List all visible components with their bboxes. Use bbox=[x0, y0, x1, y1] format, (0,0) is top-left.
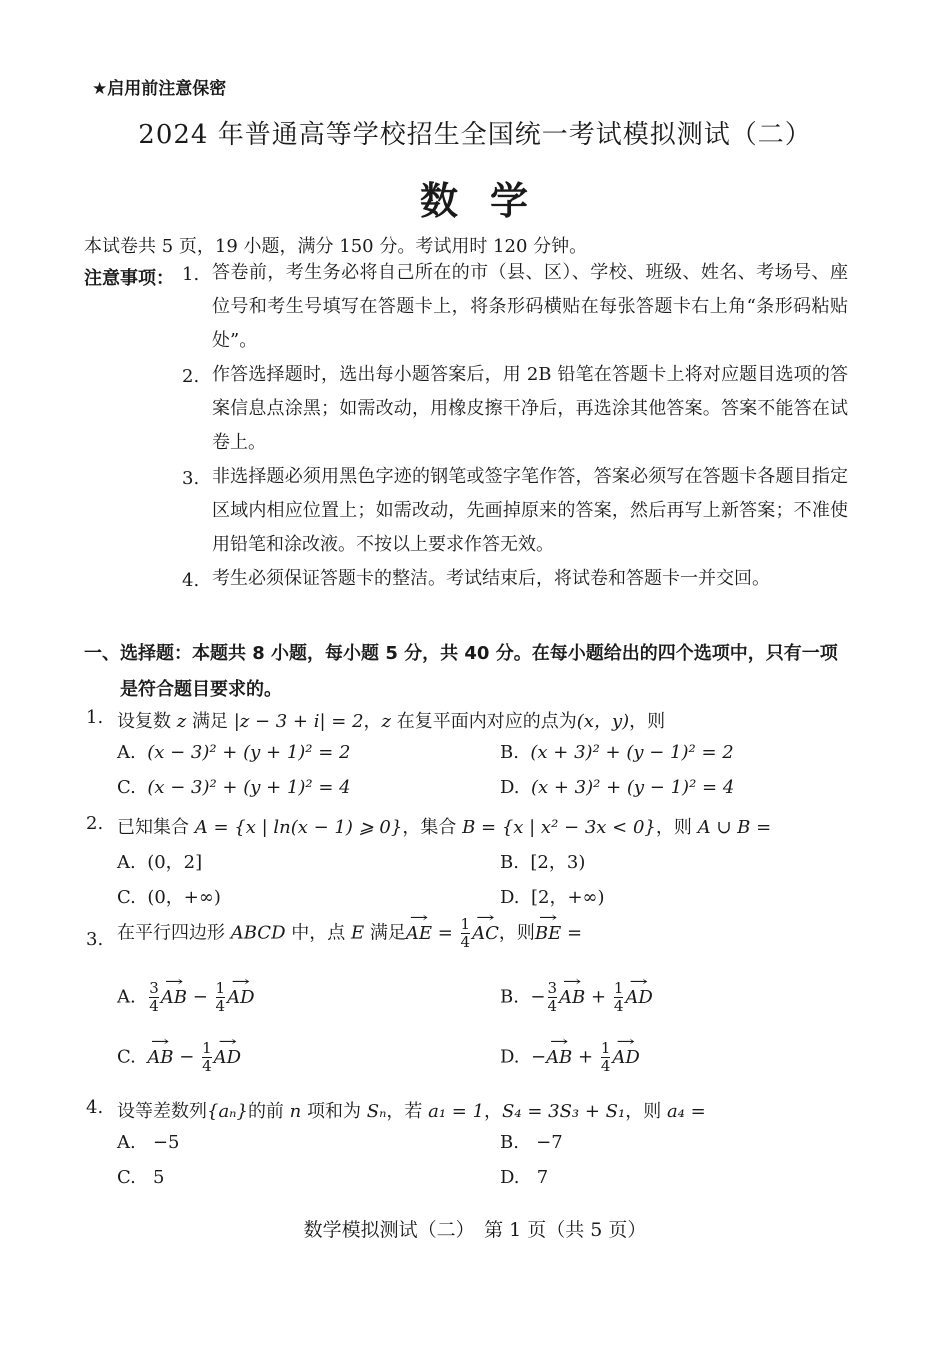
q4-text-2: 的前 bbox=[247, 1101, 284, 1122]
notice-item-2-num: 2. bbox=[182, 366, 200, 387]
option-label: A. bbox=[117, 986, 136, 1008]
q1-text-1: 设复数 bbox=[117, 711, 171, 732]
plus: + bbox=[591, 986, 607, 1008]
option-text: −7 bbox=[536, 1132, 563, 1153]
notice-item-4-text: 考生必须保证答题卡的整洁。考试结束后，将试卷和答题卡一并交回。 bbox=[212, 568, 770, 589]
denominator: 4 bbox=[547, 997, 558, 1015]
section-heading bbox=[84, 636, 854, 708]
option-text: (0，+∞) bbox=[147, 887, 221, 908]
minus: − bbox=[192, 986, 208, 1008]
option-text: (x + 3)² + (y − 1)² = 2 bbox=[530, 742, 734, 763]
q1-stem bbox=[117, 707, 665, 733]
q4-cond-2: S₄ = 3S₃ + S₁ bbox=[502, 1101, 626, 1122]
q2-text-3: ，则 bbox=[655, 817, 692, 838]
q3-vec-be: → BE bbox=[535, 923, 561, 944]
option-label: D. bbox=[500, 887, 520, 908]
q3-text-4: ，则 bbox=[498, 922, 535, 944]
option-text: (x + 3)² + (y − 1)² = 4 bbox=[530, 777, 735, 798]
option-text: −5 bbox=[152, 1132, 180, 1153]
denominator: 4 bbox=[600, 1057, 611, 1075]
notice-item-1-text: 答卷前，考生务必将自己所在的市（县、区）、学校、班级、姓名、考场号、座位号和考生号填写在答题卡上，将条形码横贴在每张答题卡右上角“条形码粘贴处”。 bbox=[212, 262, 848, 351]
option-label: B. bbox=[500, 1132, 519, 1153]
notice-item-4-num: 4. bbox=[182, 570, 200, 591]
option-label: C. bbox=[117, 1167, 136, 1188]
option-label: D. bbox=[500, 1046, 520, 1068]
option-text: [2，+∞) bbox=[530, 887, 605, 908]
q1-number: 1. bbox=[86, 707, 104, 728]
q3-option-a bbox=[117, 980, 255, 1015]
numerator: 1 bbox=[215, 979, 226, 997]
q2-union: A ∪ B = bbox=[697, 817, 772, 838]
q3-eq: = bbox=[437, 922, 453, 944]
section-heading-text: 一、选择题：本题共 8 小题，每小题 5 分，共 40 分。在每小题给出的四个选项中，只有一项是符合题目要求的。 bbox=[84, 643, 838, 700]
numerator: 1 bbox=[613, 979, 624, 997]
q2-text-2: ，集合 bbox=[402, 817, 457, 838]
q4-option-d bbox=[500, 1167, 548, 1188]
option-label: D. bbox=[500, 777, 520, 798]
vec-ad: → AD bbox=[227, 987, 254, 1008]
q4-option-b bbox=[500, 1132, 563, 1153]
q1-text-2: 满足 bbox=[191, 711, 228, 732]
q2-set-b: B = {x | x² − 3x < 0} bbox=[462, 817, 656, 838]
exam-title: 2024 年普通高等学校招生全国统一考试模拟测试（二） bbox=[138, 120, 812, 150]
q3-vec-ae: → AE bbox=[406, 923, 432, 944]
numerator: 1 bbox=[202, 1039, 212, 1057]
q4-text-3: 项和为 bbox=[307, 1101, 361, 1122]
q2-text-1: 已知集合 bbox=[117, 817, 189, 838]
q4-text-4: ，若 bbox=[386, 1101, 423, 1122]
q3-text-5: = bbox=[566, 922, 583, 944]
q1-var-z-2: z bbox=[381, 711, 392, 732]
vec-ad: → AD bbox=[612, 1047, 639, 1068]
q4-sequence: {aₙ} bbox=[207, 1101, 248, 1122]
subject-title: 数学 bbox=[419, 178, 560, 223]
q2-stem bbox=[117, 813, 771, 839]
q1-point: (x，y) bbox=[576, 711, 630, 732]
notice-label: 注意事项： bbox=[84, 268, 174, 289]
option-text: (x − 3)² + (y + 1)² = 4 bbox=[147, 777, 351, 798]
notice-item-1-num: 1. bbox=[182, 264, 200, 285]
numerator: 1 bbox=[600, 1039, 611, 1057]
option-label: C. bbox=[117, 887, 136, 908]
numerator: 3 bbox=[149, 979, 159, 997]
option-label: A. bbox=[117, 1132, 136, 1153]
q1-option-c bbox=[117, 777, 351, 798]
q2-option-c bbox=[117, 883, 221, 909]
q4-stem bbox=[117, 1097, 706, 1123]
option-text: (0，2] bbox=[147, 852, 203, 873]
option-label: B. bbox=[500, 986, 519, 1008]
q4-text-1: 设等差数列 bbox=[117, 1101, 207, 1122]
plus: + bbox=[578, 1046, 594, 1068]
q4-text-6: ，则 bbox=[625, 1101, 662, 1122]
q4-n: n bbox=[289, 1101, 302, 1122]
q1-text-5: ，则 bbox=[629, 711, 666, 732]
option-label: C. bbox=[117, 777, 136, 798]
page-footer: 数学模拟测试（二） 第 1 页（共 5 页） bbox=[303, 1219, 647, 1241]
vec-ad: → AD bbox=[625, 987, 652, 1008]
option-label: C. bbox=[117, 1046, 136, 1068]
q1-expression: |z − 3 + i| = 2 bbox=[233, 711, 364, 732]
q4-a4: a₄ = bbox=[666, 1101, 706, 1122]
q2-option-d bbox=[500, 883, 605, 909]
q3-text-1: 在平行四边形 bbox=[117, 922, 225, 944]
numerator: 1 bbox=[460, 915, 471, 933]
q1-text-3: ， bbox=[363, 711, 382, 732]
confidential-mark: ★启用前注意保密 bbox=[92, 79, 227, 99]
q2-number: 2. bbox=[86, 813, 104, 834]
minus: − bbox=[530, 1046, 547, 1068]
numerator: 3 bbox=[547, 979, 558, 997]
q1-var-z: z bbox=[176, 711, 187, 732]
option-label: D. bbox=[500, 1167, 520, 1188]
q2-option-a bbox=[117, 848, 202, 874]
option-text: [2，3) bbox=[530, 852, 586, 873]
denominator: 4 bbox=[613, 997, 624, 1015]
q3-text-2: 中，点 bbox=[291, 922, 346, 944]
denominator: 4 bbox=[202, 1057, 212, 1075]
denominator: 4 bbox=[460, 933, 471, 951]
q3-text-3: 满足 bbox=[369, 922, 406, 944]
q4-option-c bbox=[117, 1167, 164, 1188]
option-label: A. bbox=[117, 852, 136, 873]
vec-ab: → AB bbox=[147, 1047, 173, 1068]
notice-item-3-text: 非选择题必须用黑色字迹的钢笔或签字笔作答，答案必须写在答题卡各题目指定区域内相应位置上；如需改动，先画掉原来的答案，然后再写上新答案；不准使用铅笔和涂改液。不按以上要求作答无效。 bbox=[212, 466, 848, 555]
minus: − bbox=[179, 1046, 195, 1068]
q3-e: E bbox=[350, 922, 365, 944]
notice-item-2-text: 作答选择题时，选出每小题答案后，用 2B 铅笔在答题卡上将对应题目选项的答案信息点涂黑；如需改动，用橡皮擦干净后，再选涂其他答案。答案不能答在试卷上。 bbox=[212, 364, 848, 453]
q4-number: 4. bbox=[86, 1097, 104, 1118]
q3-option-b bbox=[500, 980, 653, 1015]
q1-option-a bbox=[117, 742, 351, 763]
option-text: (x − 3)² + (y + 1)² = 2 bbox=[147, 742, 351, 763]
q3-number: 3. bbox=[86, 929, 104, 950]
q2-set-a: A = {x | ln(x − 1) ⩾ 0} bbox=[194, 817, 403, 838]
q4-text-5: ， bbox=[484, 1101, 503, 1122]
q1-text-4: 在复平面内对应的点为 bbox=[396, 711, 577, 732]
q3-vec-ac: → AC bbox=[472, 923, 499, 944]
q4-cond-1: a₁ = 1 bbox=[428, 1101, 485, 1122]
denominator: 4 bbox=[215, 997, 226, 1015]
vec-ab: → AB bbox=[559, 987, 585, 1008]
option-text: 5 bbox=[153, 1167, 165, 1188]
vec-ab: → AB bbox=[546, 1047, 572, 1068]
q4-sn: Sₙ bbox=[366, 1101, 387, 1122]
q1-option-d bbox=[500, 777, 734, 798]
notice-item-3-num: 3. bbox=[182, 468, 200, 489]
option-label: B. bbox=[500, 852, 519, 873]
option-label: B. bbox=[500, 742, 519, 763]
q3-abcd: ABCD bbox=[230, 922, 286, 944]
q2-option-b bbox=[500, 848, 585, 874]
paper-info: 本试卷共 5 页，19 小题，满分 150 分。考试用时 120 分钟。 bbox=[84, 236, 588, 257]
q3-option-c bbox=[117, 1040, 241, 1075]
minus: − bbox=[530, 986, 546, 1008]
vec-ab: → AB bbox=[161, 987, 187, 1008]
q3-stem bbox=[117, 916, 582, 951]
vec-ad: → AD bbox=[214, 1047, 241, 1068]
option-text: 7 bbox=[536, 1167, 549, 1188]
option-label: A. bbox=[117, 742, 136, 763]
q4-option-a bbox=[117, 1132, 179, 1153]
q3-option-d bbox=[500, 1040, 640, 1075]
q1-option-b bbox=[500, 742, 734, 763]
denominator: 4 bbox=[149, 997, 159, 1015]
